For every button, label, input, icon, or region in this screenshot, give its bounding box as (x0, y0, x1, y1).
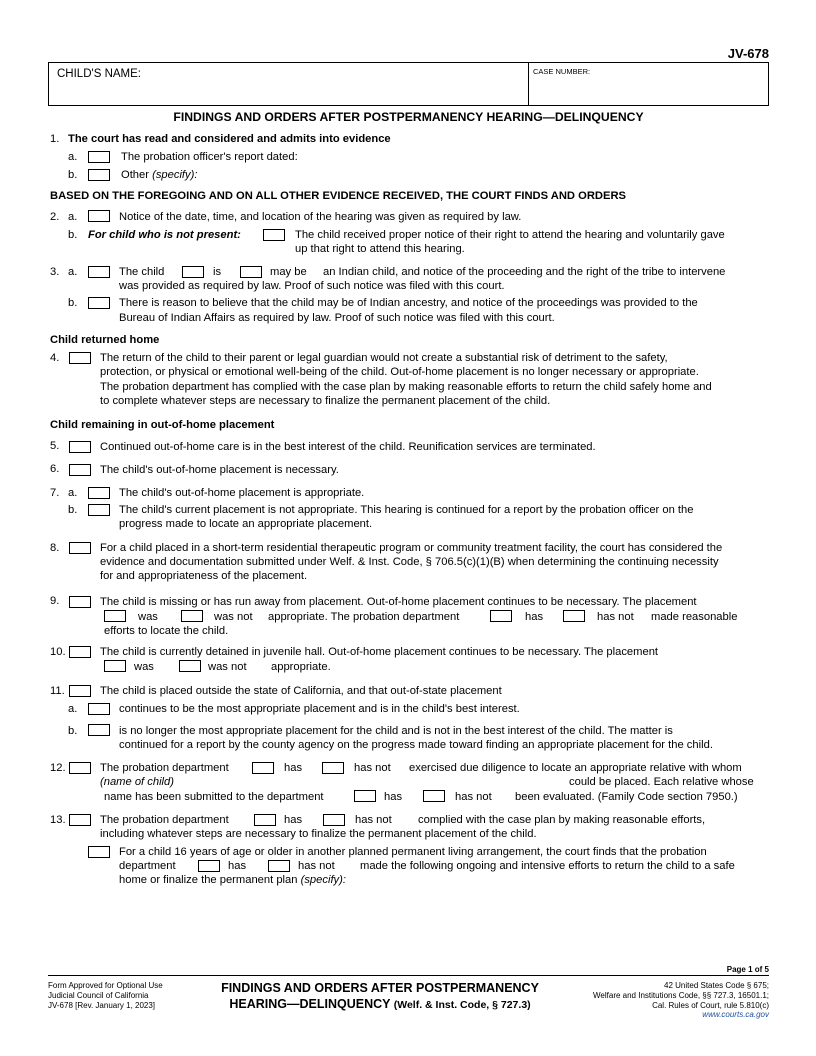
item12-lead: The probation department (100, 762, 229, 774)
item2b-line1: The child received proper notice of their right to attend the hearing and voluntarily gave (295, 229, 725, 241)
item9-was-not: was not (214, 611, 253, 623)
section-remaining: Child remaining in out-of-home placement (50, 419, 275, 431)
item9-number: 9. (50, 595, 60, 607)
item4-checkbox[interactable] (69, 352, 91, 364)
item13-sub-has-not-checkbox[interactable] (268, 860, 290, 872)
footer-right-1: 42 United States Code § 675; (664, 981, 769, 990)
footer-right-2: Welfare and Institutions Code, §§ 727.3, 16501.1; (593, 991, 769, 1000)
item4-line3: The probation department has complied with the case plan by making reasonable efforts to return the child safely home and (100, 381, 712, 393)
section-returned-home: Child returned home (50, 334, 160, 346)
item12-has-not2: has not (455, 791, 492, 803)
item9-was-not-checkbox[interactable] (181, 610, 203, 622)
item10-was-not-checkbox[interactable] (179, 660, 201, 672)
item11-number: 11. (50, 685, 65, 697)
item13-checkbox[interactable] (69, 814, 91, 826)
item13-specify-field[interactable] (119, 890, 769, 960)
footer-left-2: Judicial Council of California (48, 991, 149, 1000)
item1-text: The court has read and considered and admits into evidence (68, 133, 391, 145)
item7a-checkbox[interactable] (88, 487, 110, 499)
footer-courts-link[interactable]: www.courts.ca.gov (702, 1010, 769, 1019)
item13-sub-line3: home or finalize the permanent plan (specify): (119, 874, 346, 886)
item12-has2-checkbox[interactable] (354, 790, 376, 802)
item1b-checkbox[interactable] (88, 169, 110, 181)
item7a-text: The child's out-of-home placement is appropriate. (119, 487, 365, 499)
item11b-line1: is no longer the most appropriate placement for the child and is not in the best interest of the child. The matter is (119, 725, 673, 737)
item13-sub-has-checkbox[interactable] (198, 860, 220, 872)
item12-has-not2-checkbox[interactable] (423, 790, 445, 802)
item9-has-not: has not (597, 611, 634, 623)
footer-divider (48, 975, 769, 976)
item7-number: 7. (50, 487, 60, 499)
item12-could-be: could be placed. Each relative whose (569, 776, 754, 788)
item13-lead: The probation department (100, 814, 229, 826)
item11a-text: continues to be the most appropriate placement and is in the child's best interest. (119, 703, 520, 715)
item6-checkbox[interactable] (69, 464, 91, 476)
item9-line1: The child is missing or has run away from placement. Out-of-home placement continues to be necessary. The placement (100, 596, 697, 608)
item11a-checkbox[interactable] (88, 703, 110, 715)
item3a-line1-rest: an Indian child, and notice of the proceeding and the right of the tribe to intervene (323, 266, 726, 278)
item12-has-not: has not (354, 762, 391, 774)
item13-has-not: has not (355, 814, 392, 826)
footer-right-3: Cal. Rules of Court, rule 5.810(c) (652, 1001, 769, 1010)
item6-number: 6. (50, 463, 60, 475)
item4-number: 4. (50, 352, 60, 364)
page-title: FINDINGS AND ORDERS AFTER POSTPERMANENCY HEARING—DELINQUENCY (173, 110, 644, 124)
item10-appropriate: appropriate. (271, 661, 331, 673)
item4-line4: to complete whatever steps are necessary to finalize the permanent placement of the child. (100, 395, 551, 407)
footer-title-2: HEARING—DELINQUENCY (Welf. & Inst. Code, § 727.3) (229, 997, 531, 1011)
item8-line1: For a child placed in a short-term residential therapeutic program or community treatment facility, the court has considered the (100, 542, 723, 554)
item12-has-not-checkbox[interactable] (322, 762, 344, 774)
item12-child-name-field[interactable] (182, 774, 562, 788)
childs-name-label: CHILD'S NAME: (57, 68, 141, 80)
item2a-label: a. (68, 211, 78, 223)
item9-was: was (138, 611, 158, 623)
item13-has-checkbox[interactable] (254, 814, 276, 826)
item13-line1-rest: complied with the case plan by making reasonable efforts, (418, 814, 706, 826)
item9-made: made reasonable (651, 611, 738, 623)
case-number-label: CASE NUMBER: (533, 67, 591, 76)
item3a-child: The child (119, 266, 165, 278)
item3b-checkbox[interactable] (88, 297, 110, 309)
item5-text: Continued out-of-home care is in the best interest of the child. Reunification services are terminated. (100, 441, 596, 453)
item13-has-not-checkbox[interactable] (323, 814, 345, 826)
item13-number: 13. (50, 814, 66, 826)
item5-checkbox[interactable] (69, 441, 91, 453)
item2b-label: b. (68, 229, 78, 241)
item9-has-checkbox[interactable] (490, 610, 512, 622)
item7b-checkbox[interactable] (88, 504, 110, 516)
item11b-line2: continued for a report by the county agency on the progress made toward finding an appropriate placement for the child. (119, 739, 713, 751)
item5-number: 5. (50, 440, 60, 452)
item9-appropriate: appropriate. The probation department (268, 611, 460, 623)
footer-left-1: Form Approved for Optional Use (48, 981, 163, 990)
item12-line3-rest: been evaluated. (Family Code section 7950.) (515, 791, 738, 803)
item10-line1: The child is currently detained in juvenile hall. Out-of-home placement continues to be necessary. The placement (100, 646, 659, 658)
item9-was-checkbox[interactable] (104, 610, 126, 622)
item1a-text: The probation officer's report dated: (121, 151, 298, 163)
item12-name-of-child: (name of child) (100, 776, 174, 788)
item7b-line2: progress made to locate an appropriate placement. (119, 518, 373, 530)
item13-sub-has: has (228, 860, 247, 872)
item10-was-not: was not (208, 661, 247, 673)
case-number-field[interactable] (533, 78, 763, 102)
item12-checkbox[interactable] (69, 762, 91, 774)
item13-sub-line1: For a child 16 years of age or older in another planned permanent living arrangement, the court finds that the probation (119, 846, 707, 858)
item11b-checkbox[interactable] (88, 724, 110, 736)
item2a-checkbox[interactable] (88, 210, 110, 222)
item1b-text: Other (specify): (121, 169, 198, 181)
item3b-line2: Bureau of Indian Affairs as required by law. Proof of such notice was filed with this court. (119, 312, 555, 324)
item3a-line2: was provided as required by law. Proof of such notice was filed with this court. (119, 280, 505, 292)
item11b-label: b. (68, 725, 78, 737)
item13-sub-dept: department (119, 860, 176, 872)
item2a-text: Notice of the date, time, and location of the hearing was given as required by law. (119, 211, 522, 223)
page-number: Page 1 of 5 (726, 965, 769, 974)
item9-line3: efforts to locate the child. (104, 625, 229, 637)
item3a-is: is (213, 266, 222, 278)
item4-line1: The return of the child to their parent or legal guardian would not create a substantial risk of detriment to the safety, (100, 352, 668, 364)
item7b-line1: The child's current placement is not appropriate. This hearing is continued for a report by the probation officer on the (119, 504, 694, 516)
item1-number: 1. (50, 133, 60, 145)
item11-text: The child is placed outside the state of California, and that out-of-state placement (100, 685, 502, 697)
item3a-checkbox[interactable] (88, 266, 110, 278)
footer-left-3: JV-678 [Rev. January 1, 2023] (48, 1001, 156, 1010)
item1a-checkbox[interactable] (88, 151, 110, 163)
item13-sub-line2-rest: made the following ongoing and intensive efforts to return the child to a safe (360, 860, 735, 872)
item1a-label: a. (68, 151, 78, 163)
item8-line2: evidence and documentation submitted under Welf. & Inst. Code, § 706.5(c)(1)(B) when determining the continuing necessity (100, 556, 719, 568)
item10-number: 10. (50, 646, 66, 658)
item3b-label: b. (68, 297, 78, 309)
item2-number: 2. (50, 211, 60, 223)
item13-line2: including whatever steps are necessary to finalize the permanent placement of the child. (100, 828, 537, 840)
item2b-line2: up that right to attend this hearing. (295, 243, 465, 255)
item6-text: The child's out-of-home placement is necessary. (100, 464, 339, 476)
item11a-label: a. (68, 703, 78, 715)
header-divider (528, 62, 529, 106)
item9-has: has (525, 611, 544, 623)
item13-sub-has-not: has not (298, 860, 335, 872)
item12-number: 12. (50, 762, 66, 774)
item3b-line1: There is reason to believe that the child may be of Indian ancestry, and notice of the proceedings was provided to the (119, 297, 698, 309)
item10-was-checkbox[interactable] (104, 660, 126, 672)
item8-number: 8. (50, 542, 60, 554)
item8-checkbox[interactable] (69, 542, 91, 554)
item4-line2: protection, or physical or emotional well-being of the child. Out-of-home placement is no longer necessary or appropriate. (100, 366, 699, 378)
item9-has-not-checkbox[interactable] (563, 610, 585, 622)
item1b-label: b. (68, 169, 78, 181)
item3a-label: a. (68, 266, 78, 278)
item3a-maybe-checkbox[interactable] (240, 266, 262, 278)
item11-checkbox[interactable] (69, 685, 91, 697)
item9-checkbox[interactable] (69, 596, 91, 608)
item7a-label: a. (68, 487, 78, 499)
item2b-lead: For child who is not present: (88, 229, 241, 241)
item12-has2: has (384, 791, 403, 803)
item13-has: has (284, 814, 303, 826)
based-heading: BASED ON THE FOREGOING AND ON ALL OTHER EVIDENCE RECEIVED, THE COURT FINDS AND ORDERS (50, 190, 626, 202)
item12-has-checkbox[interactable] (252, 762, 274, 774)
item12-line1-rest: exercised due diligence to locate an appropriate relative with whom (409, 762, 742, 774)
item12-has: has (284, 762, 303, 774)
footer-title-1: FINDINGS AND ORDERS AFTER POSTPERMANENCY (221, 981, 539, 995)
item12-line3-lead: name has been submitted to the department (104, 791, 324, 803)
item2b-checkbox[interactable] (263, 229, 285, 241)
item3a-is-checkbox[interactable] (182, 266, 204, 278)
form-id: JV-678 (727, 46, 769, 61)
item3-number: 3. (50, 266, 60, 278)
item13-sub-checkbox[interactable] (88, 846, 110, 858)
childs-name-field[interactable] (56, 76, 524, 102)
item10-checkbox[interactable] (69, 646, 91, 658)
item3a-maybe: may be (270, 266, 307, 278)
item7b-label: b. (68, 504, 78, 516)
item10-was: was (134, 661, 154, 673)
item8-line3: for and appropriateness of the placement. (100, 570, 308, 582)
